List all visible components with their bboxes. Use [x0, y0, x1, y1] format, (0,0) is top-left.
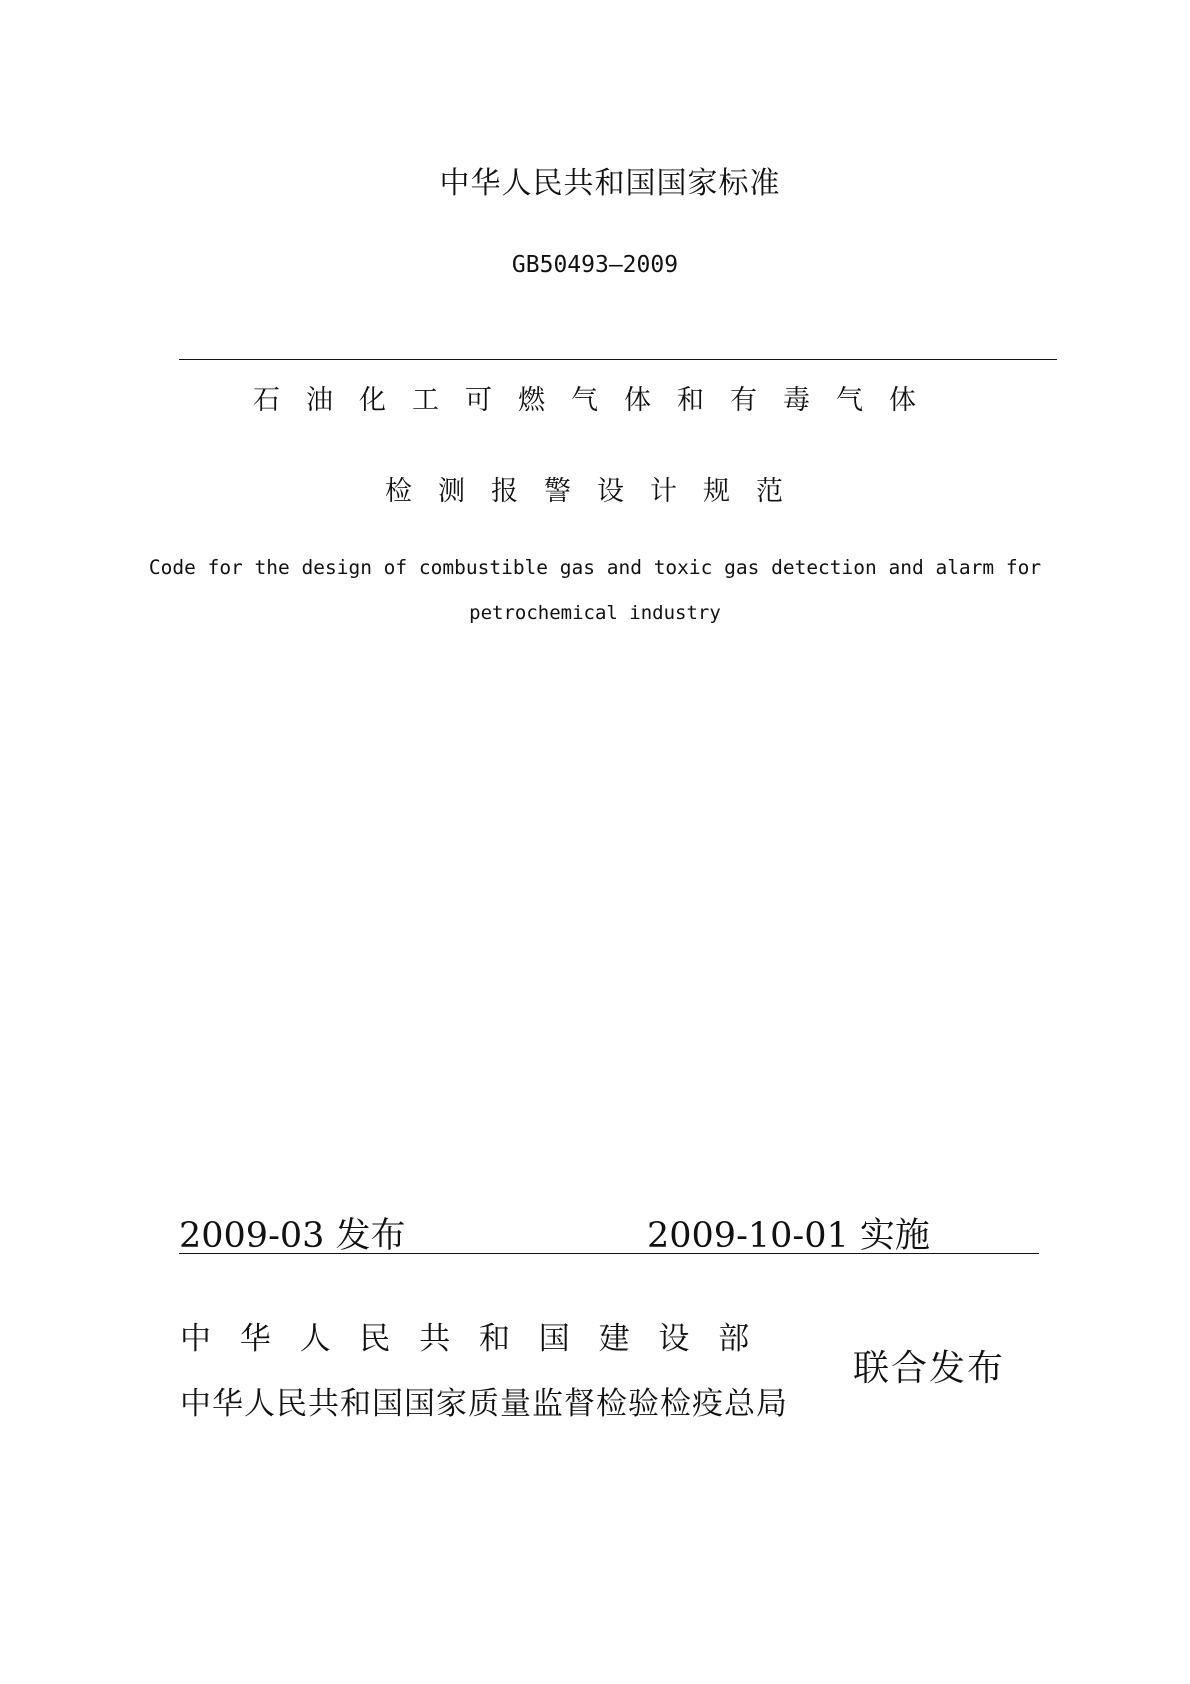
- bottom-divider: [179, 1253, 1039, 1254]
- title-en-line-2: petrochemical industry: [469, 602, 721, 624]
- standard-category: 中华人民共和国国家标准: [439, 166, 781, 201]
- implementation-date: 2009-10-01 实施: [647, 1216, 930, 1256]
- title-zh-line-1: 石油化工可燃气体和有毒气体: [253, 385, 942, 416]
- standard-number: GB50493—2009: [511, 252, 679, 278]
- title-en-line-1: Code for the design of combustible gas and toxic gas detection and alarm for: [148, 556, 1042, 579]
- issuer-ministry: 中华人民共和国建设部: [180, 1321, 778, 1357]
- issue-date: 2009-03 发布: [179, 1216, 406, 1256]
- title-zh-line-2: 检测报警设计规范: [385, 476, 809, 507]
- top-divider: [179, 359, 1057, 360]
- joint-issue-label: 联合发布: [853, 1348, 1006, 1389]
- issuer-aqsiq: 中华人民共和国国家质量监督检验检疫总局: [180, 1386, 788, 1422]
